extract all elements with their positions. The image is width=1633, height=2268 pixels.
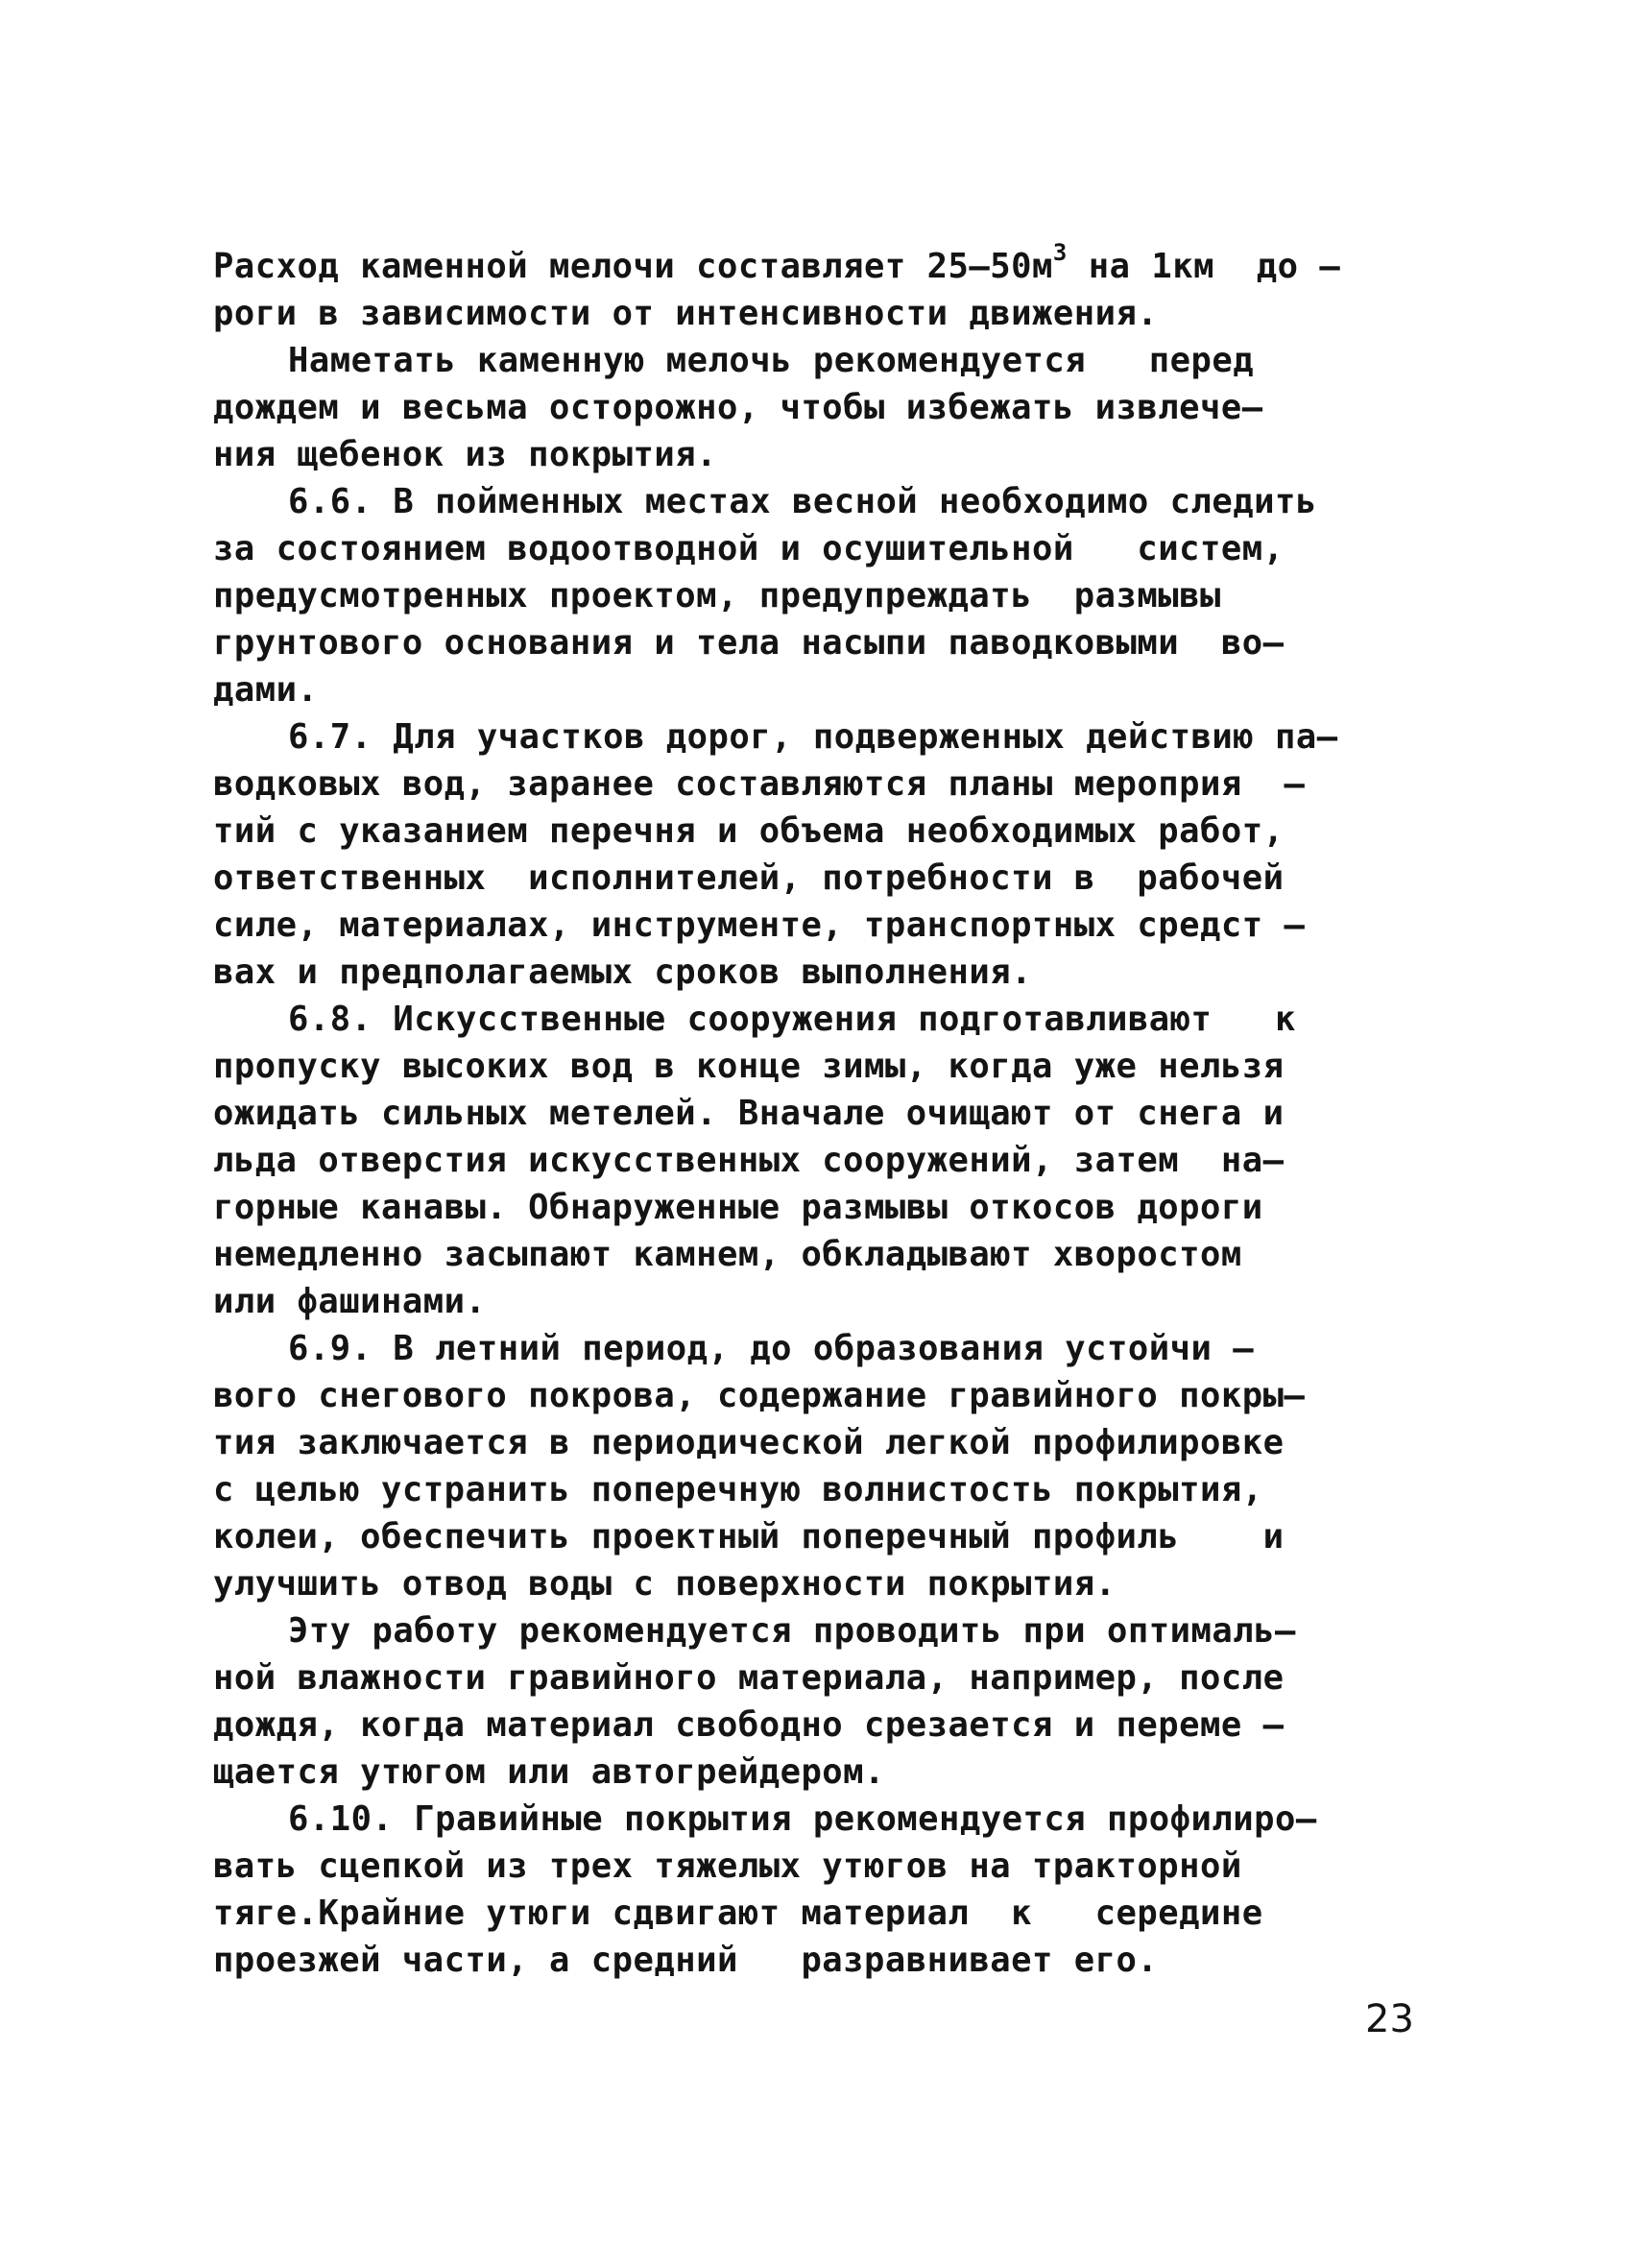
superscript: 3: [1052, 239, 1068, 266]
text-span: предусмотренных проектом, предупреждать размывы: [213, 576, 1221, 615]
text-line: [213, 1372, 1452, 1419]
text-line: [213, 1937, 1452, 1984]
text-span: с целью устранить поперечную волнистость покрытия,: [213, 1470, 1263, 1509]
text-line: [213, 760, 1452, 808]
text-line: [213, 1184, 1452, 1231]
text-span: тий с указанием перечня и объема необходимых работ,: [213, 811, 1285, 851]
text-line: [213, 1513, 1452, 1560]
text-line: [213, 1843, 1452, 1890]
text-line: [213, 337, 1452, 384]
text-span: вах и предполагаемых сроков выполнения.: [213, 953, 1033, 992]
text-span: Наметать каменную мелочь рекомендуется перед: [288, 341, 1255, 380]
text-line: [213, 431, 1452, 478]
text-span: вать сцепкой из трех тяжелых утюгов на тракторной: [213, 1846, 1242, 1886]
text-span: дами.: [213, 670, 319, 710]
text-line: [213, 713, 1452, 760]
text-line: [213, 1607, 1452, 1654]
text-span: или фашинами.: [213, 1282, 487, 1321]
text-span: щается утюгом или автогрейдером.: [213, 1752, 885, 1792]
text-span: колеи, обеспечить проектный поперечный профиль и: [213, 1517, 1285, 1556]
text-line: [213, 1560, 1452, 1607]
text-span: вого снегового покрова, содержание гравийного покры–: [213, 1376, 1306, 1415]
text-span: роги в зависимости от интенсивности движения.: [213, 294, 1159, 333]
text-line: [213, 1466, 1452, 1513]
text-span: проезжей части, а средний разравнивает его.: [213, 1941, 1159, 1980]
text-line: [213, 290, 1452, 337]
text-span: немедленно засыпают камнем, обкладывают хворостом: [213, 1235, 1242, 1274]
text-line: [213, 1325, 1452, 1372]
text-span: на 1км до –: [1067, 247, 1341, 286]
page-number: 23: [1365, 1997, 1414, 2041]
text-span: 6.6. В пойменных местах весной необходимо следить: [288, 482, 1317, 521]
text-line: [213, 1654, 1452, 1701]
text-span: Расход каменной мелочи составляет 25–50м: [213, 247, 1053, 286]
text-span: пропуску высоких вод в конце зимы, когда уже нельзя: [213, 1047, 1285, 1086]
text-span: 6.9. В летний период, до образования устойчи –: [288, 1329, 1255, 1368]
text-span: водковых вод, заранее составляются планы мероприя –: [213, 764, 1306, 804]
text-line: [213, 1043, 1452, 1090]
text-line: [213, 1890, 1452, 1937]
text-span: ожидать сильных метелей. Вначале очищают от снега и: [213, 1094, 1285, 1133]
text-line: [213, 239, 1452, 290]
text-line: [213, 1749, 1452, 1796]
text-line: [213, 666, 1452, 713]
text-span: дождя, когда материал свободно срезается и переме –: [213, 1705, 1285, 1745]
text-span: 6.10. Гравийные покрытия рекомендуется профилиро–: [288, 1799, 1317, 1839]
text-line: [213, 855, 1452, 902]
text-line: [213, 808, 1452, 855]
text-span: тия заключается в периодической легкой профилировке: [213, 1423, 1285, 1462]
text-span: тяге.Крайние утюги сдвигают материал к середине: [213, 1894, 1263, 1933]
text-line: [213, 1701, 1452, 1749]
text-span: силе, материалах, инструменте, транспортных средст –: [213, 905, 1306, 945]
text-line: [213, 1137, 1452, 1184]
text-span: 6.7. Для участков дорог, подверженных действию па–: [288, 717, 1338, 757]
text-span: льда отверстия искусственных сооружений, затем на–: [213, 1141, 1285, 1180]
text-span: ния щебенок из покрытия.: [213, 435, 717, 474]
text-line: [213, 572, 1452, 619]
text-span: ответственных исполнителей, потребности в рабочей: [213, 858, 1285, 898]
text-span: за состоянием водоотводной и осушительной систем,: [213, 529, 1285, 568]
body-text: [213, 239, 1452, 1984]
text-span: улучшить отвод воды с поверхности покрытия.: [213, 1564, 1117, 1604]
text-span: ной влажности гравийного материала, например, после: [213, 1658, 1285, 1698]
text-line: [213, 478, 1452, 525]
text-span: грунтового основания и тела насыпи паводковыми во–: [213, 623, 1285, 663]
text-line: [213, 1231, 1452, 1278]
text-span: 6.8. Искусственные сооружения подготавливают к: [288, 1000, 1296, 1039]
text-line: [213, 1090, 1452, 1137]
text-line: [213, 949, 1452, 996]
text-line: [213, 1419, 1452, 1466]
text-span: дождем и весьма осторожно, чтобы избежать извлече–: [213, 388, 1263, 427]
text-line: [213, 525, 1452, 572]
text-span: горные канавы. Обнаруженные размывы откосов дороги: [213, 1188, 1263, 1227]
text-line: [213, 1796, 1452, 1843]
text-line: [213, 996, 1452, 1043]
text-line: [213, 902, 1452, 949]
text-span: Эту работу рекомендуется проводить при оптималь–: [288, 1611, 1296, 1651]
text-line: [213, 619, 1452, 666]
text-line: [213, 1278, 1452, 1325]
text-line: [213, 384, 1452, 431]
